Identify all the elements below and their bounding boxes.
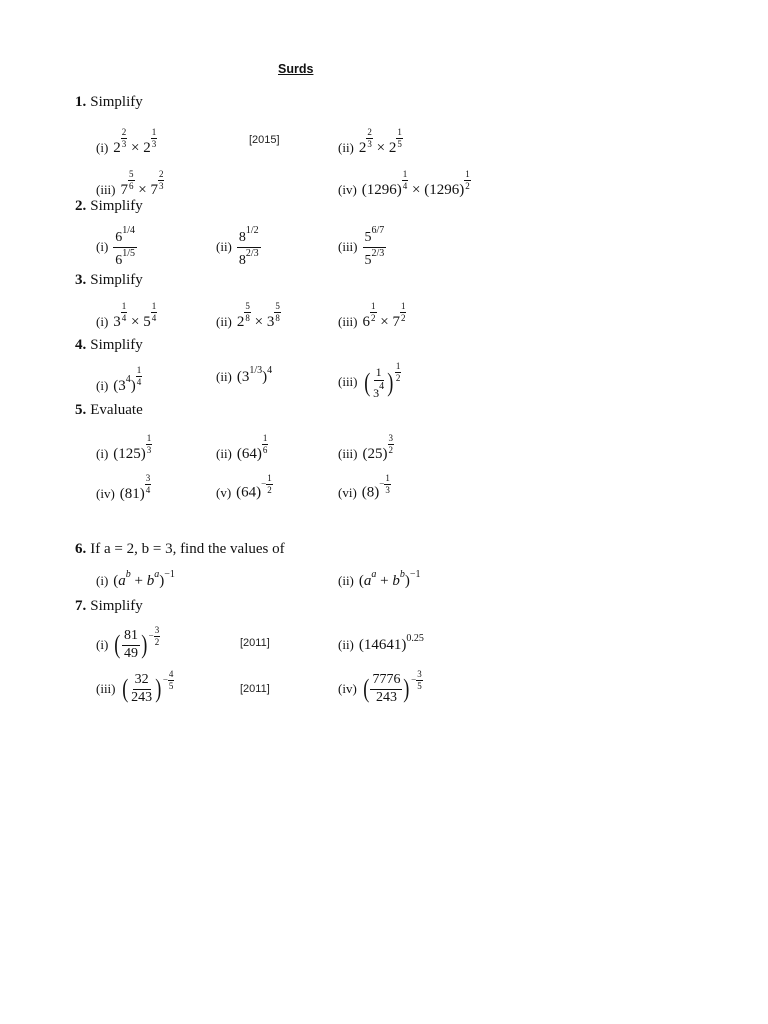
question-5-heading: 5. Evaluate: [75, 402, 143, 418]
question-4-heading: 4. Simplify: [75, 337, 143, 353]
q5-part-v: (v) (64)− $\frac{1}{2}$: [216, 473, 272, 501]
q7-part-iii: (iii) ( $\frac{32}{243}$ )− $\frac{4}{5}$: [96, 669, 174, 705]
q5-part-iv: (iv) (81) $\frac{3}{4}$: [96, 473, 151, 502]
q7-part-ii: (ii) $(14641)^{0.25}$: [338, 633, 424, 653]
question-3-heading: 3. Simplify: [75, 272, 143, 288]
q1-year-tag: [2015]: [249, 134, 280, 146]
question-7-heading: 7. Simplify: [75, 598, 143, 614]
q1-part-iv: (iv) (1296) $\frac{1}{4}$ × (1296) $\frac{1}{2}$: [338, 169, 470, 198]
q4-part-i: (i) $(3^4)$ $\frac{1}{4}$: [96, 365, 142, 394]
q3-part-ii: (ii) 2 $\frac{5}{8}$ × 3 $\frac{5}{8}$: [216, 301, 280, 330]
q4-part-ii: (ii) $(3^{1/3})^4$: [216, 365, 273, 385]
q7-part-i: (i) ( $\frac{81}{49}$ )− $\frac{3}{2}$: [96, 625, 160, 661]
question-2-heading: 2. Simplify: [75, 198, 143, 214]
q3-part-iii: (iii) 6 $\frac{1}{2}$ × 7 $\frac{1}{2}$: [338, 301, 406, 330]
q2-part-ii: (ii) $\frac{8^{1/2}}{8^{2/3}}$: [216, 225, 259, 268]
q5-part-i: (i) (125) $\frac{1}{3}$: [96, 433, 152, 462]
question-6-heading: 6. If a = 2, b = 3, find the values of: [75, 541, 285, 557]
q3-part-i: (i) 3 $\frac{1}{4}$ × 5 $\frac{1}{4}$: [96, 301, 157, 330]
q6-part-i: (i) $(a^b + b^a)^{-1}$: [96, 569, 175, 589]
q1-part-i: (i) 2 $\frac{2}{3}$ × 2 $\frac{1}{3}$: [96, 127, 157, 156]
q2-part-iii: (iii) $\frac{5^{6/7}}{5^{2/3}}$: [338, 225, 385, 268]
question-1-heading: 1. Simplify: [75, 94, 143, 110]
q5-part-vi: (vi) (8)− $\frac{1}{3}$: [338, 473, 390, 501]
q5-part-ii: (ii) (64) $\frac{1}{6}$: [216, 433, 268, 462]
q7-part-iv: (iv) ( $\frac{7776}{243}$ )− $\frac{3}{5}$: [338, 669, 422, 705]
q1-part-ii: (ii) 2 $\frac{2}{3}$ × 2 $\frac{1}{5}$: [338, 127, 402, 156]
q4-part-iii: (iii) ( $\frac{1}{3^4}$ ) $\frac{1}{2}$: [338, 361, 401, 400]
q7-year-tag-b: [2011]: [240, 683, 270, 695]
q2-part-i: (i) $\frac{6^{1/4}}{6^{1/5}}$: [96, 225, 136, 268]
q5-part-iii: (iii) (25) $\frac{3}{2}$: [338, 433, 393, 462]
q1-part-iii: (iii) 7 $\frac{5}{6}$ × 7 $\frac{2}{3}$: [96, 169, 164, 198]
q7-year-tag-a: [2011]: [240, 637, 270, 649]
q6-part-ii: (ii) $(a^a + b^b)^{-1}$: [338, 569, 421, 589]
page-title: Surds: [278, 62, 314, 76]
